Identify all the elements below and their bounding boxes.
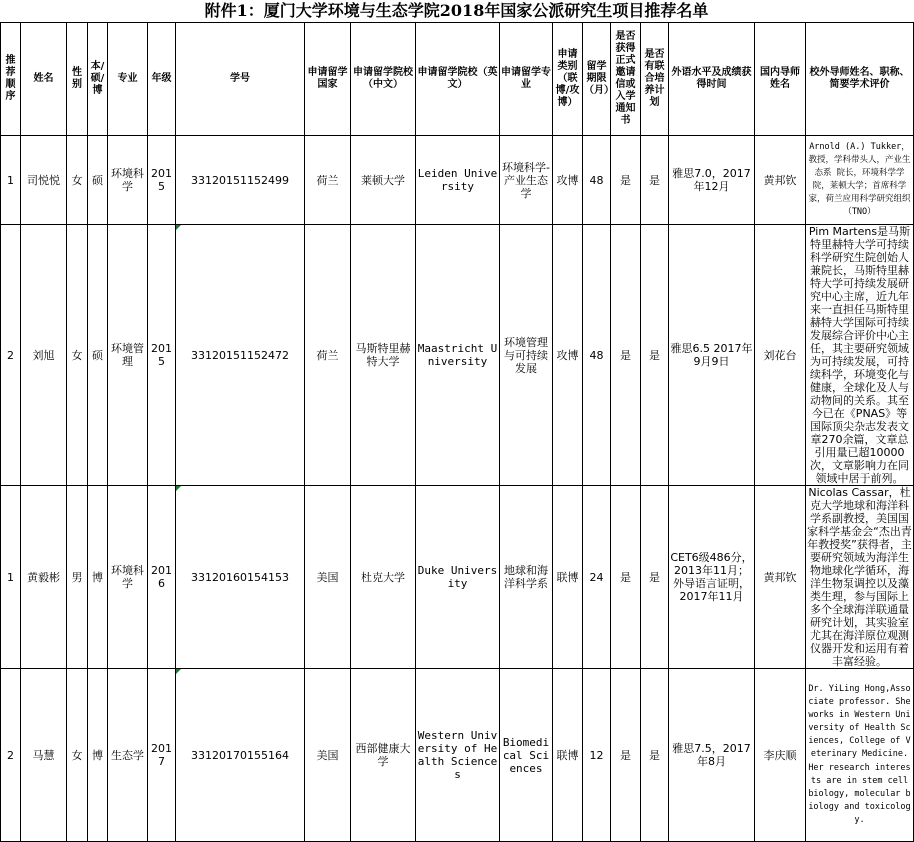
cell-gender[interactable]: 男 bbox=[67, 486, 88, 669]
cell-student-id[interactable] bbox=[176, 486, 305, 669]
cell-domestic-advisor[interactable]: 李庆顺 bbox=[755, 669, 806, 842]
comment-indicator-icon bbox=[176, 225, 181, 230]
cell-student-id-text: 33120170155164 bbox=[191, 748, 289, 762]
cell-gender[interactable]: 女 bbox=[67, 669, 88, 842]
cell-country[interactable]: 荷兰 bbox=[305, 225, 351, 486]
cell-target-major[interactable]: 环境管理与可持续发展 bbox=[500, 225, 553, 486]
cell-degree[interactable]: 博 bbox=[88, 486, 108, 669]
header-admission: 是否获得正式邀请信或入学通知书 bbox=[611, 23, 641, 136]
header-country: 申请留学国家 bbox=[305, 23, 351, 136]
cell-type[interactable]: 联博 bbox=[553, 669, 583, 842]
cell-student-id-text: 33120151152472 bbox=[191, 348, 289, 362]
cell-gender[interactable]: 女 bbox=[67, 225, 88, 486]
cell-student-id[interactable] bbox=[176, 225, 305, 486]
cell-major[interactable]: 环境科学 bbox=[108, 486, 148, 669]
cell-name[interactable]: 司悦悦 bbox=[21, 136, 67, 225]
cell-name[interactable]: 刘旭 bbox=[21, 225, 67, 486]
cell-months[interactable]: 48 bbox=[583, 225, 611, 486]
cell-school-cn[interactable]: 莱顿大学 bbox=[351, 136, 416, 225]
cell-foreign-advisor[interactable]: Dr. YiLing Hong,Associate professor. She works in Western University of Health Sciences, College of Veterinary Medicine. Her research interests are in stem cell biology, molecular biology and toxicology. bbox=[806, 669, 914, 842]
cell-student-id[interactable] bbox=[176, 669, 305, 842]
table-row bbox=[1, 669, 914, 842]
cell-order[interactable]: 2 bbox=[1, 669, 21, 842]
cell-country[interactable]: 荷兰 bbox=[305, 136, 351, 225]
cell-name[interactable]: 黄毅彬 bbox=[21, 486, 67, 669]
cell-language[interactable]: 雅思6.5 2017年9月9日 bbox=[669, 225, 755, 486]
cell-grade[interactable]: 2017 bbox=[148, 669, 176, 842]
cell-language[interactable]: 雅思7.5，2017年8月 bbox=[669, 669, 755, 842]
cell-order[interactable]: 2 bbox=[1, 225, 21, 486]
cell-foreign-advisor[interactable]: Pim Martens是马斯特里赫特大学可持续科学研究生院创始人兼院长，马斯特里赫特大学可持续发展研究中心主席，近九年来一直担任马斯特里赫特大学国际可持续发展综合评价中心主任，其主要研究领域为可持续发展，可持续科学，环境变化与健康，全球化及人与动物间的关系。其至今已在《PNAS》等国际顶尖杂志发表文章270余篇，文章总引用量已超10000次，文章影响力在同领域中居于前列。 bbox=[806, 225, 914, 486]
cell-joint[interactable]: 是 bbox=[641, 486, 669, 669]
cell-domestic-advisor[interactable]: 黄邦钦 bbox=[755, 486, 806, 669]
table-header-row bbox=[1, 23, 914, 136]
cell-order[interactable]: 1 bbox=[1, 136, 21, 225]
cell-grade[interactable]: 2015 bbox=[148, 225, 176, 486]
cell-degree[interactable]: 博 bbox=[88, 669, 108, 842]
header-gender: 性别 bbox=[67, 23, 88, 136]
header-language: 外语水平及成绩获得时间 bbox=[669, 23, 755, 136]
header-major: 专业 bbox=[108, 23, 148, 136]
header-target-major: 申请留学专业 bbox=[500, 23, 553, 136]
cell-order[interactable]: 1 bbox=[1, 486, 21, 669]
header-school-en: 申请留学院校（英文） bbox=[416, 23, 500, 136]
table-row bbox=[1, 225, 914, 486]
cell-target-major[interactable]: Biomedical Sciences bbox=[500, 669, 553, 842]
comment-indicator-icon bbox=[176, 669, 181, 674]
table-row bbox=[1, 136, 914, 225]
cell-joint[interactable]: 是 bbox=[641, 136, 669, 225]
cell-months[interactable]: 24 bbox=[583, 486, 611, 669]
cell-type[interactable]: 攻博 bbox=[553, 225, 583, 486]
cell-domestic-advisor[interactable]: 黄邦钦 bbox=[755, 136, 806, 225]
cell-joint[interactable]: 是 bbox=[641, 669, 669, 842]
header-order: 推荐顺序 bbox=[1, 23, 21, 136]
cell-language[interactable]: CET6级486分，2013年11月；外导语言证明，2017年11月 bbox=[669, 486, 755, 669]
cell-major[interactable]: 环境管理 bbox=[108, 225, 148, 486]
cell-language[interactable]: 雅思7.0，2017年12月 bbox=[669, 136, 755, 225]
cell-domestic-advisor[interactable]: 刘花台 bbox=[755, 225, 806, 486]
cell-type[interactable]: 攻博 bbox=[553, 136, 583, 225]
cell-school-cn[interactable]: 杜克大学 bbox=[351, 486, 416, 669]
cell-months[interactable]: 12 bbox=[583, 669, 611, 842]
header-school-cn: 申请留学院校（中文） bbox=[351, 23, 416, 136]
header-months: 留学期限（月） bbox=[583, 23, 611, 136]
header-name: 姓名 bbox=[21, 23, 67, 136]
cell-country[interactable]: 美国 bbox=[305, 486, 351, 669]
cell-major[interactable]: 生态学 bbox=[108, 669, 148, 842]
table-row bbox=[1, 486, 914, 669]
header-domestic-advisor: 国内导师姓名 bbox=[755, 23, 806, 136]
recommendation-table bbox=[0, 22, 914, 842]
header-joint: 是否有联合培养计划 bbox=[641, 23, 669, 136]
cell-school-cn[interactable]: 西部健康大学 bbox=[351, 669, 416, 842]
cell-grade[interactable]: 2016 bbox=[148, 486, 176, 669]
cell-months[interactable]: 48 bbox=[583, 136, 611, 225]
cell-target-major[interactable]: 环境科学-产业生态学 bbox=[500, 136, 553, 225]
cell-degree[interactable]: 硕 bbox=[88, 136, 108, 225]
cell-grade[interactable]: 2015 bbox=[148, 136, 176, 225]
cell-target-major[interactable]: 地球和海洋科学系 bbox=[500, 486, 553, 669]
cell-admission[interactable]: 是 bbox=[611, 486, 641, 669]
cell-school-cn[interactable]: 马斯特里赫特大学 bbox=[351, 225, 416, 486]
cell-degree[interactable]: 硕 bbox=[88, 225, 108, 486]
header-type: 申请类别（联博/攻博） bbox=[553, 23, 583, 136]
cell-admission[interactable]: 是 bbox=[611, 136, 641, 225]
cell-admission[interactable]: 是 bbox=[611, 669, 641, 842]
header-grade: 年级 bbox=[148, 23, 176, 136]
cell-type[interactable]: 联博 bbox=[553, 486, 583, 669]
cell-foreign-advisor[interactable]: Arnold (A.) Tukker，教授，学科带头人，产业生态系 院长，环境科学学院，莱顿大学；首席科学家，荷兰应用科学研究组织（TNO） bbox=[806, 136, 914, 225]
cell-school-en[interactable]: Duke University bbox=[416, 486, 500, 669]
cell-joint[interactable]: 是 bbox=[641, 225, 669, 486]
cell-gender[interactable]: 女 bbox=[67, 136, 88, 225]
header-degree: 本/硕/博 bbox=[88, 23, 108, 136]
cell-country[interactable]: 美国 bbox=[305, 669, 351, 842]
cell-major[interactable]: 环境科学 bbox=[108, 136, 148, 225]
cell-school-en[interactable]: Western University of Health Sciences bbox=[416, 669, 500, 842]
cell-foreign-advisor[interactable]: Nicolas Cassar，杜克大学地球和海洋科学系副教授，美国国家科学基金会“杰出青年教授奖”获得者，主要研究领域为海洋生物地球化学循环，海洋生物泵调控以及藻类生理，参与国际上多个全球海洋联通量研究计划，其实验室尤其在海洋原位观测仪器开发和运用有着丰富经验。 bbox=[807, 486, 912, 668]
header-student-id: 学号 bbox=[176, 23, 305, 136]
cell-student-id[interactable]: 33120151152499 bbox=[176, 136, 305, 225]
cell-school-en[interactable]: Maastricht University bbox=[416, 225, 500, 486]
comment-indicator-icon bbox=[176, 486, 181, 491]
page-title: 附件1：厦门大学环境与生态学院2018年国家公派研究生项目推荐名单 bbox=[204, 1, 709, 20]
header-foreign-advisor: 校外导师姓名、职称、简要学术评价 bbox=[806, 23, 914, 136]
cell-admission[interactable]: 是 bbox=[611, 225, 641, 486]
cell-school-en[interactable]: Leiden University bbox=[416, 136, 500, 225]
cell-student-id-text: 33120160154153 bbox=[191, 570, 289, 584]
cell-name[interactable]: 马慧 bbox=[21, 669, 67, 842]
